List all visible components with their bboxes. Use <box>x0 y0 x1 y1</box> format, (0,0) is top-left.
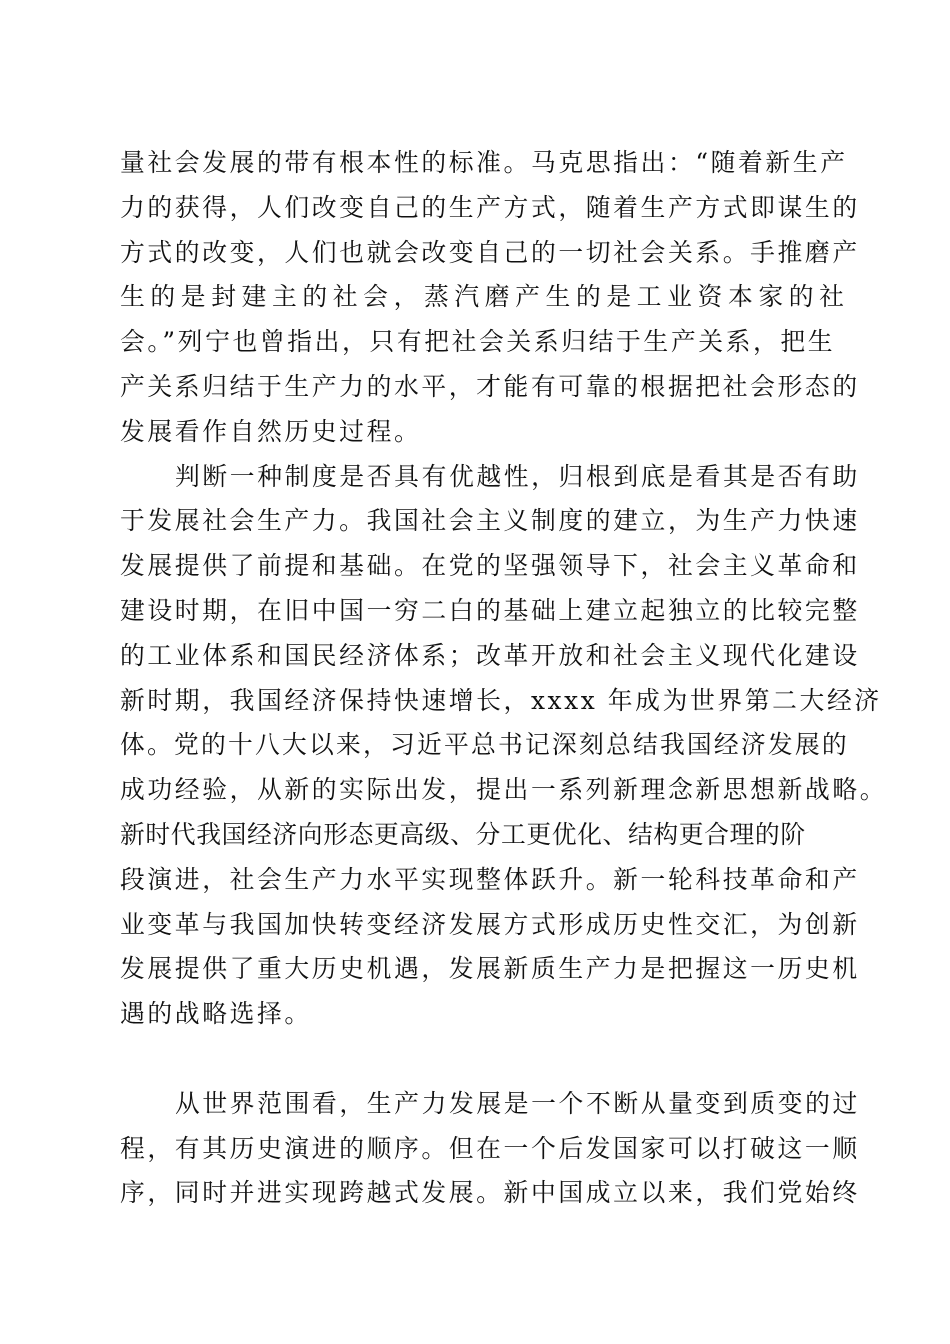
text-line: 从世界范围看，生产力发展是一个不断从量变到质变的过 <box>175 1088 860 1118</box>
text-line: 发展看作自然历史过程。 <box>120 416 422 446</box>
text-line: 遇的战略选择。 <box>120 999 312 1029</box>
text-line: 会。”列宁也曾指出，只有把社会关系归结于生产关系，把生 <box>120 327 836 357</box>
text-line: 方式的改变，人们也就会改变自己的一切社会关系。手推磨产 <box>120 237 860 267</box>
text-line: 发展提供了前提和基础。在党的坚强领导下，社会主义革命和 <box>120 551 860 581</box>
paragraph-3 <box>120 1082 860 1216</box>
text-line: 建设时期，在旧中国一穷二白的基础上建立起独立的比较完整 <box>120 595 860 625</box>
text-line: 成功经验，从新的实际出发，提出一系列新理念新思想新战略。 <box>120 775 888 805</box>
text-line: 新时期，我国经济保持快速增长，xxxx 年成为世界第二大经济 <box>120 685 882 715</box>
text-line: 序，同时并进实现跨越式发展。新中国成立以来，我们党始终 <box>120 1178 860 1208</box>
paragraph-1 <box>120 141 860 455</box>
text-line: 判断一种制度是否具有优越性，归根到底是看其是否有助 <box>175 461 860 491</box>
text-line: 发展提供了重大历史机遇，发展新质生产力是把握这一历史机 <box>120 954 860 984</box>
text-line: 段演进，社会生产力水平实现整体跃升。新一轮科技革命和产 <box>120 864 860 894</box>
text-line: 新时代我国经济向形态更高级、分工更优化、结构更合理的阶 <box>120 819 806 849</box>
paragraph-2 <box>120 455 888 1082</box>
body-text <box>120 141 888 1216</box>
text-line: 产关系归结于生产力的水平，才能有可靠的根据把社会形态的 <box>120 371 860 401</box>
text-line: 的工业体系和国民经济体系；改革开放和社会主义现代化建设 <box>120 640 860 670</box>
text-line: 业变革与我国加快转变经济发展方式形成历史性交汇，为创新 <box>120 909 860 939</box>
text-line: 力的获得，人们改变自己的生产方式，随着生产方式即谋生的 <box>120 192 860 222</box>
text-line: 量社会发展的带有根本性的标准。马克思指出：“随着新生产 <box>120 148 848 177</box>
text-line: 于发展社会生产力。我国社会主义制度的建立，为生产力快速 <box>120 506 860 536</box>
text-line: 体。党的十八大以来，习近平总书记深刻总结我国经济发展的 <box>120 730 849 760</box>
text-line: 生的是封建主的社会，蒸汽磨产生的是工业资本家的社 <box>120 282 850 312</box>
text-line: 程，有其历史演进的顺序。但在一个后发国家可以打破这一顺 <box>120 1133 860 1163</box>
text-line <box>120 1037 832 1082</box>
